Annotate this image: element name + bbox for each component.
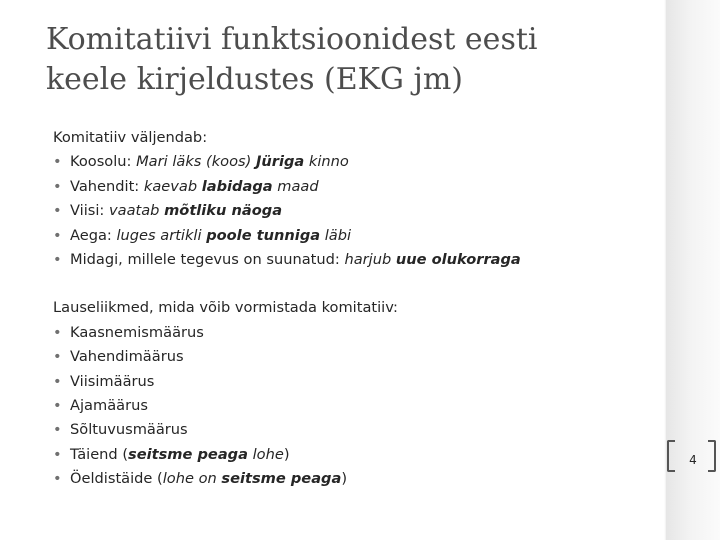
block1-list — [53, 150, 653, 272]
example-text: läbi — [320, 226, 352, 244]
bullet-icon: • — [53, 226, 62, 244]
list-item — [53, 248, 653, 272]
bullet-icon: • — [53, 421, 62, 439]
bullet-icon: • — [53, 323, 62, 341]
item-label: Koosolu: — [70, 153, 137, 171]
page-number-right-bracket — [708, 440, 716, 472]
item-label: Täiend ( — [70, 445, 129, 463]
list-item — [53, 150, 653, 174]
item-label: Kaasnemismäärus — [70, 323, 204, 341]
item-label-close: ) — [283, 445, 290, 463]
bullet-icon: • — [53, 372, 62, 390]
example-text: harjub — [344, 251, 396, 269]
list-item — [53, 345, 653, 369]
slide-title-line-2: keele kirjeldustes (EKG jm) — [46, 62, 463, 97]
example-text: maad — [272, 177, 319, 195]
bullet-icon: • — [53, 348, 62, 366]
item-label: Vahendimäärus — [70, 348, 184, 366]
block2-heading: Lauseliikmed, mida võib vormistada komitatiiv: — [53, 299, 398, 317]
page-number: 4 — [689, 453, 697, 467]
item-label: Ajamäärus — [70, 397, 148, 415]
bullet-icon: • — [53, 177, 62, 195]
item-label-close: ) — [341, 470, 348, 488]
bullet-icon: • — [53, 202, 62, 220]
list-item — [53, 321, 653, 345]
list-item — [53, 199, 653, 223]
example-comitative: Jüriga — [255, 153, 305, 171]
item-label: Vahendit: — [70, 177, 144, 195]
bullet-icon: • — [53, 251, 62, 269]
slide-title — [46, 20, 646, 100]
list-item — [53, 175, 653, 199]
slide-title-line-1: Komitatiivi funktsioonidest eesti — [46, 22, 538, 57]
bullet-icon: • — [53, 153, 62, 171]
item-label: Viisimäärus — [70, 372, 155, 390]
example-text: lohe — [247, 445, 284, 463]
bullet-icon: • — [53, 470, 62, 488]
list-item — [53, 370, 653, 394]
example-comitative: seitsme peaga — [221, 470, 342, 488]
slide-content — [53, 126, 653, 492]
item-label: Midagi, millele tegevus on suunatud: — [70, 251, 345, 269]
list-item — [53, 418, 653, 442]
example-comitative: uue olukorraga — [395, 251, 521, 269]
example-comitative: labidaga — [201, 177, 273, 195]
item-label: Öeldistäide ( — [70, 470, 163, 488]
example-text: kaevab — [143, 177, 202, 195]
item-label: Aega: — [70, 226, 117, 244]
example-text: luges artikli — [116, 226, 207, 244]
example-text: kinno — [304, 153, 349, 171]
bullet-icon: • — [53, 397, 62, 415]
example-text: Mari läks (koos) — [136, 153, 256, 171]
list-item — [53, 467, 653, 491]
block-spacer — [53, 272, 653, 296]
block1-heading: Komitatiiv väljendab: — [53, 129, 208, 146]
list-item — [53, 224, 653, 248]
item-label: Viisi: — [70, 202, 109, 220]
page-number-left-bracket — [667, 440, 675, 472]
list-item — [53, 394, 653, 418]
example-comitative: seitsme peaga — [128, 445, 248, 463]
example-comitative: mõtliku näoga — [164, 202, 283, 220]
example-comitative: poole tunniga — [206, 226, 321, 244]
example-text: lohe on — [162, 470, 222, 488]
list-item — [53, 443, 653, 467]
item-label: Sõltuvusmäärus — [70, 421, 188, 439]
example-text: vaatab — [109, 202, 165, 220]
block2-list — [53, 321, 653, 492]
bullet-icon: • — [53, 445, 62, 463]
